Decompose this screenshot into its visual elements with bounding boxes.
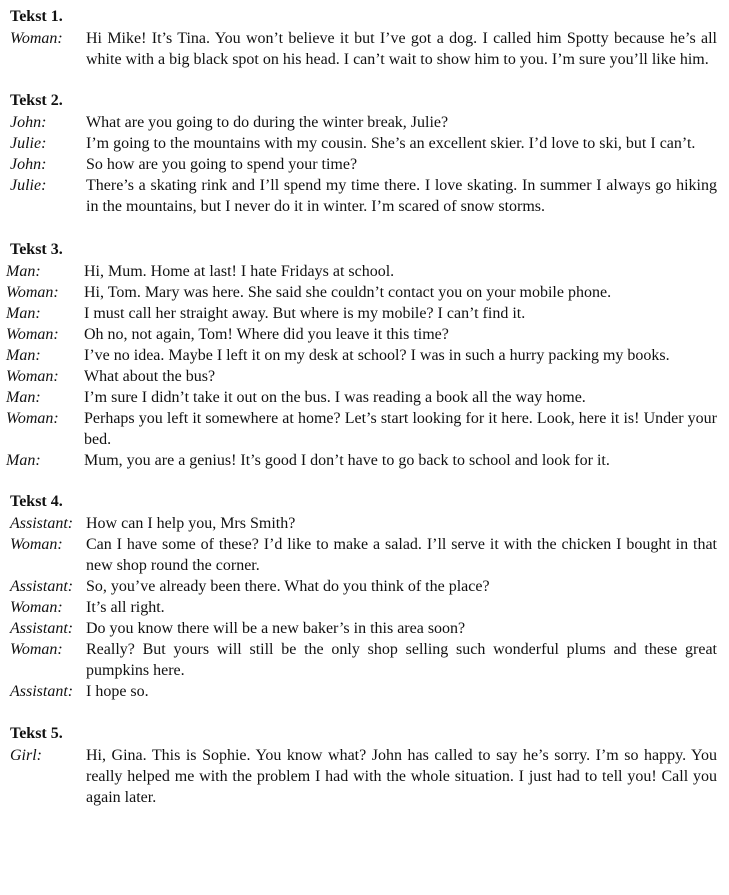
speaker-label: John: xyxy=(10,156,47,173)
speaker-label: Assistant: xyxy=(10,620,74,637)
speaker-label: Woman: xyxy=(10,536,63,553)
dialogue-line xyxy=(10,154,717,175)
section-title: Tekst 2. xyxy=(10,92,63,109)
speaker-label: Man: xyxy=(6,452,41,469)
dialogue-line xyxy=(6,324,717,345)
dialogue-line xyxy=(6,345,717,366)
utterance-text: Oh no, not again, Tom! Where did you leave it this time? xyxy=(84,326,449,343)
section-title: Tekst 1. xyxy=(10,8,63,25)
speaker-label: Girl: xyxy=(10,747,42,764)
dialogue-line xyxy=(6,387,717,408)
speaker-label: Assistant: xyxy=(10,578,74,595)
utterance-text: Hi, Gina. This is Sophie. You know what? John has called to say he’s sorry. I’m so happy. You really helped me with the problem I had with the whole situation. I just had to tell you! Call you again later. xyxy=(86,747,717,806)
utterance-text: So, you’ve already been there. What do you think of the place? xyxy=(86,578,490,595)
utterance-text: Hi Mike! It’s Tina. You won’t believe it but I’ve got a dog. I called him Spotty because he’s all white with a big black spot on his head. I can’t wait to show him to you. I’m sure you’ll like him. xyxy=(86,30,717,68)
utterance-text: I’m sure I didn’t take it out on the bus. I was reading a book all the way home. xyxy=(84,389,586,406)
utterance-text: How can I help you, Mrs Smith? xyxy=(86,515,296,532)
utterance-text: Really? But yours will still be the only shop selling such wonderful plums and these great pumpkins here. xyxy=(86,641,717,679)
utterance-text: Hi, Tom. Mary was here. She said she couldn’t contact you on your mobile phone. xyxy=(84,284,612,301)
dialogue-line xyxy=(10,639,717,681)
speaker-label: Man: xyxy=(6,263,41,280)
utterance-text: I must call her straight away. But where is my mobile? I can’t find it. xyxy=(84,305,526,322)
speaker-label: Assistant: xyxy=(10,515,74,532)
speaker-label: Man: xyxy=(6,305,41,322)
dialogue-line xyxy=(10,597,717,618)
speaker-label: Woman: xyxy=(10,599,63,616)
utterance-text: Can I have some of these? I’d like to make a salad. I’ll serve it with the chicken I bought in that new shop round the corner. xyxy=(86,536,717,574)
section-tekst-5 xyxy=(10,723,717,808)
speaker-label: Assistant: xyxy=(10,683,74,700)
utterance-text: I’m going to the mountains with my cousin. She’s an excellent skier. I’d love to ski, but I can’t. xyxy=(86,135,696,152)
speaker-label: Julie: xyxy=(10,177,47,194)
utterance-text: So how are you going to spend your time? xyxy=(86,156,358,173)
utterance-text: It’s all right. xyxy=(86,599,165,616)
dialogue-line xyxy=(6,366,717,387)
utterance-text: Do you know there will be a new baker’s in this area soon? xyxy=(86,620,466,637)
utterance-text: Hi, Mum. Home at last! I hate Fridays at school. xyxy=(84,263,395,280)
section-tekst-2 xyxy=(10,90,717,217)
speaker-label: Julie: xyxy=(10,135,47,152)
dialogue-line xyxy=(10,576,717,597)
speaker-label: Man: xyxy=(6,347,41,364)
dialogue-line xyxy=(10,112,717,133)
section-tekst-4 xyxy=(10,491,717,702)
dialogue-line xyxy=(10,681,717,702)
dialogue-line xyxy=(6,282,717,303)
dialogue-line xyxy=(6,450,717,471)
speaker-label: Woman: xyxy=(6,368,59,385)
utterance-text: I’ve no idea. Maybe I left it on my desk at school? I was in such a hurry packing my books. xyxy=(84,347,670,364)
dialogue-line xyxy=(10,175,717,217)
dialogue-line xyxy=(6,408,717,450)
utterance-text: Perhaps you left it somewhere at home? Let’s start looking for it here. Look, here it is! Under your bed. xyxy=(84,410,717,448)
section-tekst-3 xyxy=(6,239,717,471)
dialogue-line xyxy=(10,133,717,154)
dialogue-line xyxy=(10,618,717,639)
utterance-text: I hope so. xyxy=(86,683,149,700)
section-title: Tekst 5. xyxy=(10,725,63,742)
speaker-label: Woman: xyxy=(10,30,63,47)
speaker-label: John: xyxy=(10,114,47,131)
utterance-text: There’s a skating rink and I’ll spend my time there. I love skating. In summer I always go hiking in the mountains, but I never do it in winter. I’m scared of snow storms. xyxy=(86,177,717,215)
dialogue-line xyxy=(10,513,717,534)
dialogue-line xyxy=(10,534,717,576)
utterance-text: What are you going to do during the winter break, Julie? xyxy=(86,114,449,131)
dialogue-line xyxy=(10,745,717,808)
speaker-label: Woman: xyxy=(6,326,59,343)
section-title: Tekst 4. xyxy=(10,493,63,510)
speaker-label: Woman: xyxy=(10,641,63,658)
dialogue-line xyxy=(10,28,717,70)
utterance-text: Mum, you are a genius! It’s good I don’t have to go back to school and look for it. xyxy=(84,452,610,469)
dialogue-line xyxy=(6,303,717,324)
speaker-label: Man: xyxy=(6,389,41,406)
speaker-label: Woman: xyxy=(6,410,59,427)
dialogue-line xyxy=(6,261,717,282)
section-title: Tekst 3. xyxy=(10,241,63,258)
section-tekst-1 xyxy=(10,6,717,70)
speaker-label: Woman: xyxy=(6,284,59,301)
utterance-text: What about the bus? xyxy=(84,368,216,385)
